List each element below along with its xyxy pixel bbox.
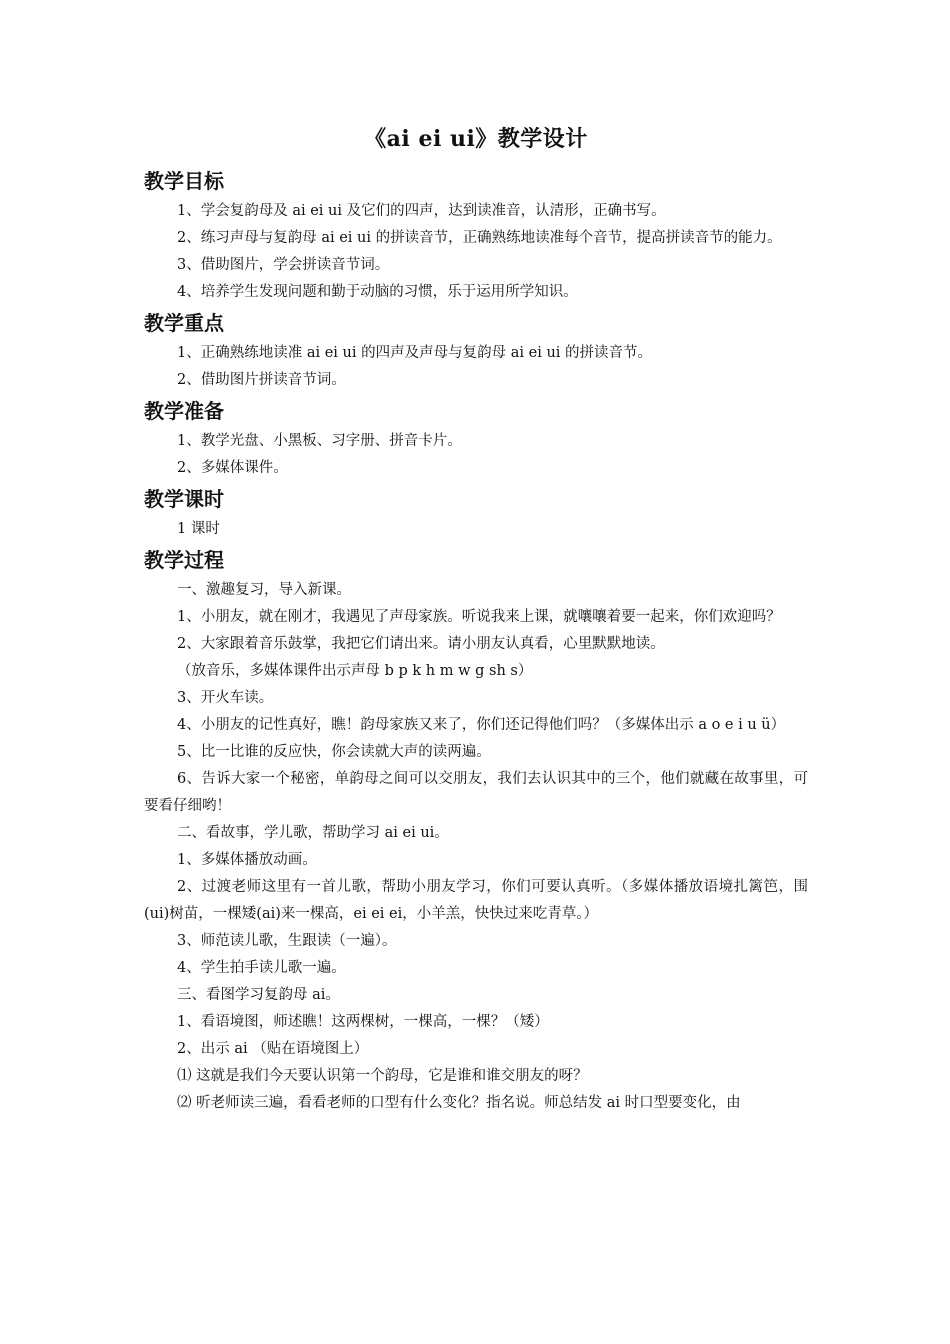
paragraph: 3、借助图片，学会拼读音节词。 — [177, 257, 390, 273]
paragraph: 2、过渡老师这里有一首儿歌，帮助小朋友学习，你们可要认真听。（多媒体播放语境扎篱笆，围(ui)树苗，一棵矮(ai)来一棵高，ei ei ei，小羊羔，快快过来吃青草。） — [144, 879, 808, 922]
paragraph: 6、告诉大家一个秘密，单韵母之间可以交朋友，我们去认识其中的三个，他们就藏在故事里，可要看仔细哟！ — [144, 771, 808, 814]
section-heading: 教学目标 — [144, 169, 224, 193]
paragraph: 2、练习声母与复韵母 ai ei ui 的拼读音节，正确熟练地读准每个音节，提高拼读音节的能力。 — [177, 230, 782, 246]
paragraph: 2、出示 ai （贴在语境图上） — [177, 1041, 369, 1057]
section-teaching-preparation — [144, 394, 808, 482]
paragraph: ⑴ 这就是我们今天要认识第一个韵母，它是谁和谁交朋友的呀？ — [177, 1068, 588, 1084]
paragraph: 1、看语境图，师述瞧！这两棵树，一棵高，一棵？（矮） — [177, 1014, 549, 1030]
document-title: 《ai ei ui》教学设计 — [364, 126, 588, 152]
paragraph: ⑵ 听老师读三遍，看看老师的口型有什么变化？指名说。师总结发 ai 时口型要变化，由 — [177, 1095, 741, 1111]
section-teaching-process — [144, 543, 808, 1117]
paragraph: 1、教学光盘、小黑板、习字册、拼音卡片。 — [177, 433, 462, 449]
section-heading: 教学课时 — [144, 487, 224, 511]
section-heading: 教学重点 — [144, 311, 224, 335]
section-heading: 教学过程 — [144, 548, 224, 572]
paragraph: 2、多媒体课件。 — [177, 460, 288, 476]
paragraph: 一、激趣复习，导入新课。 — [177, 582, 351, 598]
paragraph: 3、师范读儿歌，生跟读（一遍）。 — [177, 933, 397, 949]
section-teaching-focus — [144, 306, 808, 394]
paragraph: 4、培养学生发现问题和勤于动脑的习惯，乐于运用所学知识。 — [177, 284, 578, 300]
paragraph: 3、开火车读。 — [177, 690, 274, 706]
paragraph: 1、学会复韵母及 ai ei ui 及它们的四声，达到读准音，认清形，正确书写。 — [177, 203, 666, 219]
paragraph: 1、多媒体播放动画。 — [177, 852, 317, 868]
paragraph: 二、看故事，学儿歌，帮助学习 ai ei ui。 — [177, 825, 449, 841]
paragraph: 1 课时 — [177, 521, 220, 537]
paragraph: 5、比一比谁的反应快，你会读就大声的读两遍。 — [177, 744, 491, 760]
document-content — [144, 120, 808, 1117]
paragraph: 1、小朋友，就在刚才，我遇见了声母家族。听说我来上课，就嚷嚷着要一起来，你们欢迎吗？ — [177, 609, 781, 625]
paragraph: 2、大家跟着音乐鼓掌，我把它们请出来。请小朋友认真看，心里默默地读。 — [177, 636, 665, 652]
paragraph: 三、看图学习复韵母 ai。 — [177, 987, 340, 1003]
section-teaching-goals — [144, 164, 808, 306]
paragraph: 2、借助图片拼读音节词。 — [177, 372, 346, 388]
paragraph: 4、小朋友的记性真好，瞧！韵母家族又来了，你们还记得他们吗？（多媒体出示 a o e i u ü） — [177, 717, 786, 733]
paragraph: （放音乐，多媒体课件出示声母 b p k h m w g sh s） — [177, 663, 533, 679]
section-heading: 教学准备 — [144, 399, 224, 423]
paragraph: 1、正确熟练地读准 ai ei ui 的四声及声母与复韵母 ai ei ui 的拼读音节。 — [177, 345, 653, 361]
paragraph: 4、学生拍手读儿歌一遍。 — [177, 960, 346, 976]
section-class-hours — [144, 482, 808, 543]
